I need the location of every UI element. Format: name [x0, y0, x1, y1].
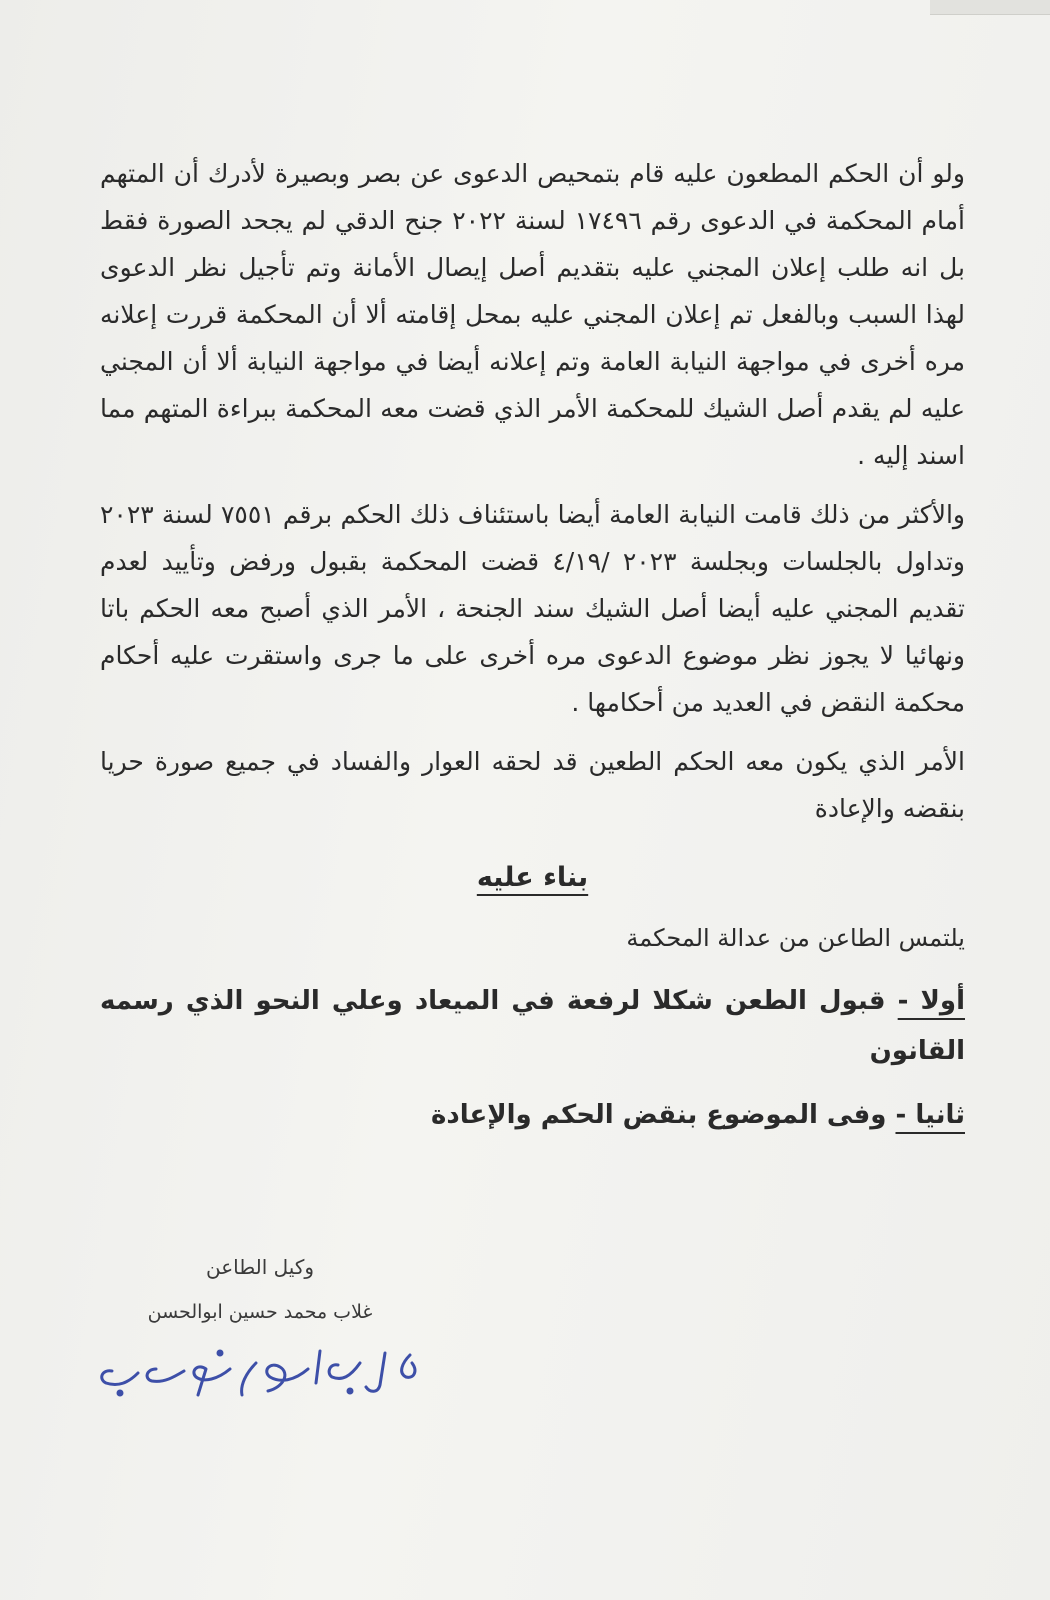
request-text: وفى الموضوع بنقض الحكم والإعادة [431, 1100, 887, 1130]
document-body [100, 150, 965, 1140]
page-edge [930, 0, 1050, 15]
request-lead: ثانيا - [895, 1100, 965, 1130]
signature-title: وكيل الطاعن [205, 1255, 315, 1279]
signature-strokes [102, 1351, 415, 1395]
paragraph-reasoning: ولو أن الحكم المطعون عليه قام بتمحيص الدعوى عن بصر وبصيرة لأدرك أن المتهم أمام المحكمة في الدعوى رقم ١٧٤٩٦ لسنة ٢٠٢٢ جنح الدقي لم يجحد الصورة فقط بل انه طلب إعلان المجني عليه بتقديم أصل إيصال الأمانة وتم تأجيل نظر الدعوى لهذا السبب وبالفعل تم إعلان المجني عليه بمحل إقامته ألا أن المحكمة قررت إعلانه مره أخرى في مواجهة النيابة العامة وتم إعلانه أيضا في مواجهة النيابة ألا أن المجني عليه لم يقدم أصل الشيك للمحكمة الأمر الذي قضت معه المحكمة ببراءة المتهم مما اسند إليه . [100, 159, 965, 470]
plea-line: يلتمس الطاعن من عدالة المحكمة [626, 924, 965, 952]
request-text: قبول الطعن شكلا لرفعة في الميعاد وعلي النحو الذي رسمه القانون [100, 986, 965, 1066]
request-lead: أولا - [897, 986, 965, 1016]
section-heading-text: بناء عليه [476, 862, 589, 893]
handwritten-signature [80, 1333, 440, 1413]
request-item [100, 1090, 965, 1140]
signature-block [80, 1255, 440, 1323]
section-heading [100, 854, 965, 901]
signature-name: غلاب محمد حسين ابوالحسن [147, 1301, 373, 1323]
paragraph-conclusion: الأمر الذي يكون معه الحكم الطعين قد لحقه العوار والفساد في جميع صورة حريا بنقضه والإعادة [100, 747, 965, 823]
request-item [100, 976, 965, 1076]
paragraph-appeal: والأكثر من ذلك قامت النيابة العامة أيضا باستئناف ذلك الحكم برقم ٧٥٥١ لسنة ٢٠٢٣ وتداول بالجلسات وبجلسة ٢٠٢٣ /٤/١٩ قضت المحكمة بقبول ورفض وتأييد لعدم تقديم المجني عليه أيضا أصل الشيك سند الجنحة ، الأمر الذي أصبح معه الحكم باتا ونهائيا لا يجوز نظر موضوع الدعوى مره أخرى على ما جرى واستقرت عليه أحكام محكمة النقض في العديد من أحكامها . [100, 500, 966, 717]
